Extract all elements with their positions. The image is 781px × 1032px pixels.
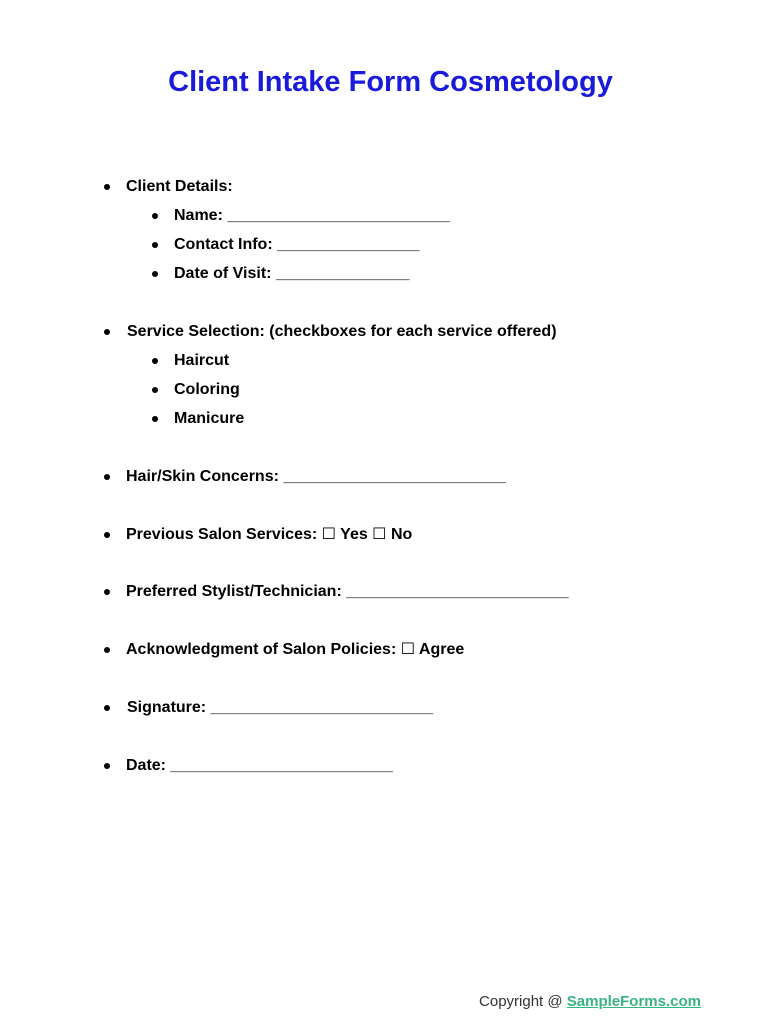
service-item-haircut: Haircut [174, 352, 230, 369]
bullet-icon [152, 242, 158, 248]
bullet-icon [104, 647, 110, 653]
bullet-icon [152, 271, 158, 277]
copyright-footer [479, 993, 701, 1010]
bullet-icon [104, 532, 110, 538]
bullet-icon [152, 358, 158, 364]
salon-policies-field: Acknowledgment of Salon Policies: ☐ Agree [126, 641, 465, 658]
copyright-prefix: Copyright @ [479, 993, 567, 1010]
bullet-icon [104, 705, 110, 711]
date-of-visit-field: Date of Visit: _______________ [174, 265, 410, 282]
bullet-icon [152, 213, 158, 219]
service-selection-heading: Service Selection: (checkboxes for each service offered) [127, 323, 557, 340]
contact-info-field: Contact Info: ________________ [174, 236, 420, 253]
previous-services-field: Previous Salon Services: ☐ Yes ☐ No [126, 526, 413, 543]
signature-field: Signature: _________________________ [127, 699, 434, 716]
hair-skin-concerns-field: Hair/Skin Concerns: _________________________ [126, 468, 506, 485]
bullet-icon [104, 589, 110, 595]
client-details-heading: Client Details: [126, 178, 233, 195]
bullet-icon [152, 416, 158, 422]
service-item-manicure: Manicure [174, 410, 245, 427]
preferred-stylist-field: Preferred Stylist/Technician: _________________________ [126, 583, 569, 600]
page-title: Client Intake Form Cosmetology [168, 66, 613, 98]
bullet-icon [104, 474, 110, 480]
bullet-icon [152, 387, 158, 393]
bullet-icon [104, 763, 110, 769]
brand-link[interactable]: SampleForms.com [566, 993, 701, 1010]
name-field: Name: _________________________ [174, 207, 450, 224]
bullet-icon [104, 329, 110, 335]
date-field: Date: _________________________ [126, 757, 393, 774]
bullet-icon [104, 184, 110, 190]
service-item-coloring: Coloring [174, 381, 240, 398]
